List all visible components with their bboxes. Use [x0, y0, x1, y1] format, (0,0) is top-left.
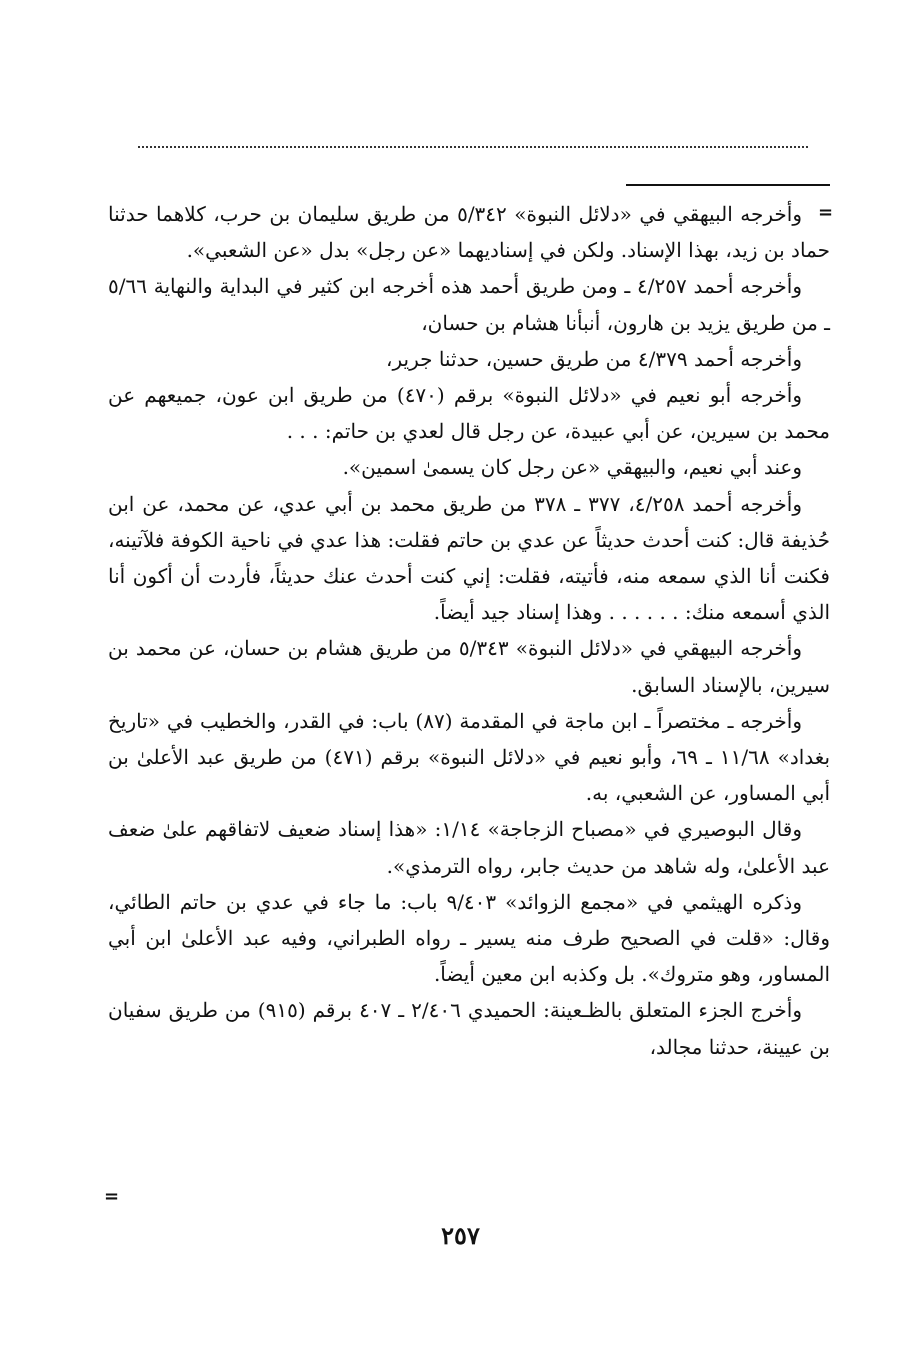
- footnote-paragraph: وأخرجه أحمد ٤/٣٧٩ من طريق حسين، حدثنا جرير،: [386, 346, 802, 371]
- footnote-paragraph: وقال البوصيري في «مصباح الزجاجة» ١/١٤: «هذا إسناد ضعيف لاتفاقهم علىٰ ضعف عبد الأعلىٰ، وله شاهد من حديث جابر، رواه الترمذي».: [108, 817, 830, 878]
- footnote-separator-rule: [626, 184, 830, 186]
- footnote-paragraph: وأخرجه البيهقي في «دلائل النبوة» ٥/٣٤٢ من طريق سليمان بن حرب، كلاهما حدثنا حماد بن زيد، بهذا الإسناد. ولكن في إسناديهما «عن رجل» بدل «عن الشعبي».: [108, 202, 830, 263]
- continuation-marker-top: =: [818, 202, 834, 223]
- footnote-paragraph: وأخرجه أبو نعيم في «دلائل النبوة» برقم (٤٧٠) من طريق ابن عون، جميعهم عن محمد بن سيرين، عن أبي عبيدة، عن رجل قال لعدي بن حاتم: . . .: [108, 383, 830, 444]
- footnote-paragraph: وأخرجه أحمد ٤/٢٥٨، ٣٧٧ ـ ٣٧٨ من طريق محمد بن أبي عدي، عن محمد، عن ابن حُذيفة قال: كنت أحدث حديثاً عن عدي بن حاتم فقلت: هذا عدي في ناحية الكوفة فلآتينه، فكنت أنا الذي سمعه منه، فأتيته، فقلت: إني كنت أحدث عنك حديثاً، فأردت أن أكون أنا الذي أسمعه منك: . . . . . . وهذا إسناد جيد أيضاً.: [108, 491, 830, 625]
- footnote-paragraph: وعند أبي نعيم، والبيهقي «عن رجل كان يسمىٰ اسمين».: [342, 455, 802, 480]
- footnote-text: [108, 196, 830, 1065]
- footnote-paragraph: وأخرجه ـ مختصراً ـ ابن ماجة في المقدمة (٨٧) باب: في القدر، والخطيب في «تاريخ بغداد» ١١/٦٨ ـ ٦٩، وأبو نعيم في «دلائل النبوة» برقم (٤٧١) من طريق عبد الأعلىٰ بن أبي المساور، عن الشعبي، به.: [108, 708, 831, 806]
- footnote-paragraph: وأخرجه البيهقي في «دلائل النبوة» ٥/٣٤٣ من طريق هشام بن حسان، عن محمد بن سيرين، بالإسناد السابق.: [108, 636, 830, 697]
- page-number: ٢٥٧: [441, 1221, 480, 1250]
- footnote-paragraph: وذكره الهيثمي في «مجمع الزوائد» ٩/٤٠٣ باب: ما جاء في عدي بن حاتم الطائي، وقال: «قلت في الصحيح طرف منه يسير ـ رواه الطبراني، وفيه عبد الأعلىٰ ابن أبي المساور، وهو متروك». بل وكذبه ابن معين أيضاً.: [108, 889, 830, 987]
- header-dotted-rule: [138, 146, 808, 148]
- footnote-paragraph: وأخرجه أحمد ٤/٢٥٧ ـ ومن طريق أحمد هذه أخرجه ابن كثير في البداية والنهاية ٥/٦٦ ـ من طريق يزيد بن هارون، أنبأنا هشام بن حسان،: [108, 274, 830, 335]
- footnote-paragraph: وأخرج الجزء المتعلق بالظـعينة: الحميدي ٢/٤٠٦ ـ ٤٠٧ برقم (٩١٥) من طريق سفيان بن عيينة، حدثنا مجالد،: [108, 998, 830, 1059]
- continuation-marker-bottom: =: [104, 1186, 120, 1207]
